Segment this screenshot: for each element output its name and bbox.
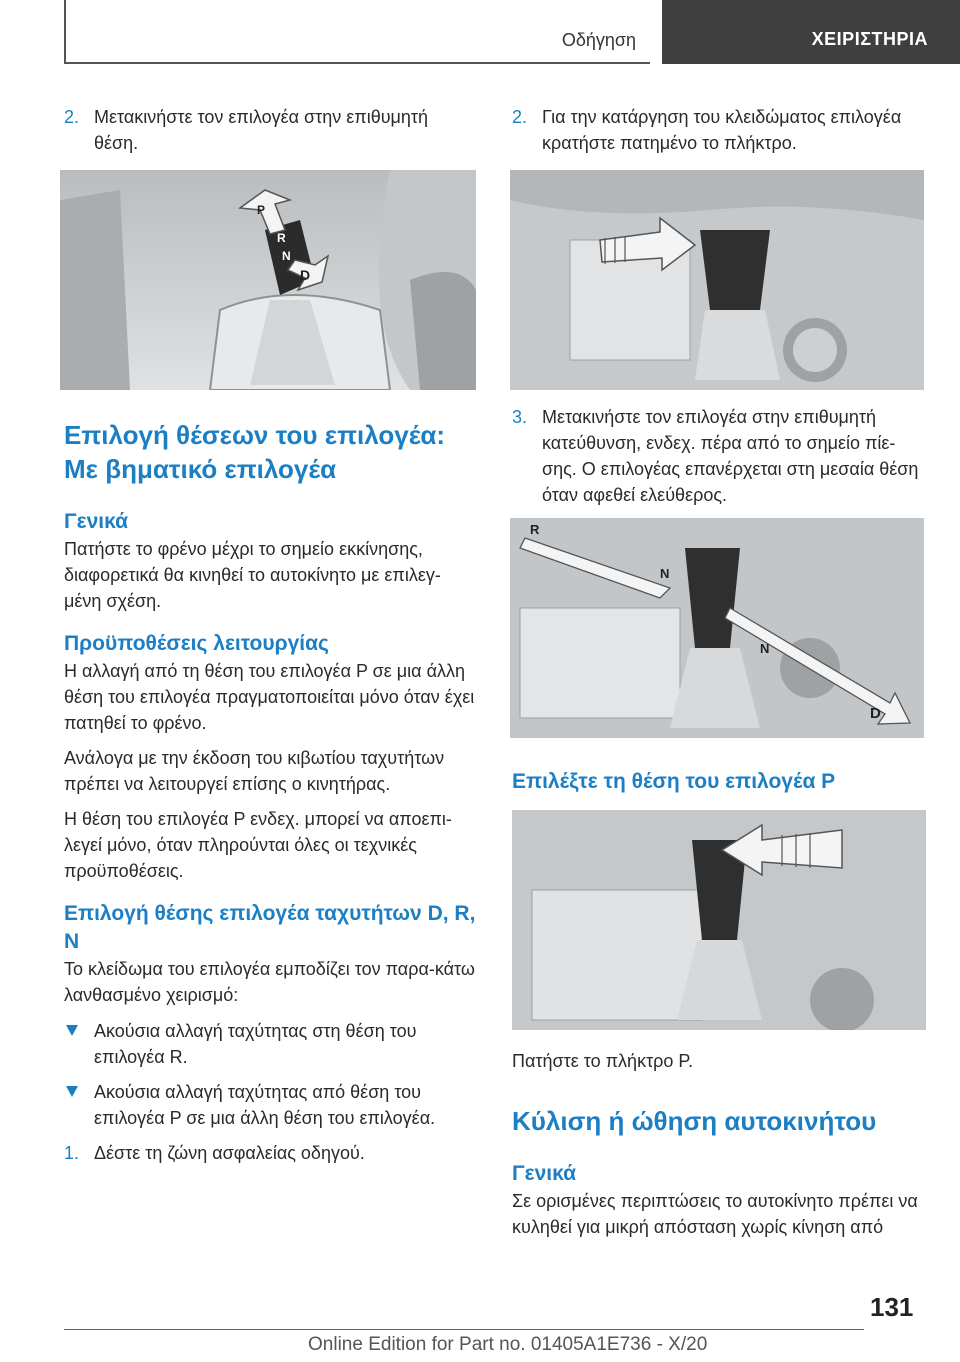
heading-general: Γενικά <box>512 1162 577 1185</box>
header-rule-vertical <box>64 0 66 64</box>
page-number: 131 <box>870 1292 914 1322</box>
label-n: N <box>282 249 291 263</box>
triangle-bullet-icon <box>66 1025 78 1036</box>
bullet-item: Ακούσια αλλαγή ταχύτητας από θέση του επιλογέα P σε μια άλλη θέση του επιλογέα. <box>64 1079 476 1131</box>
label-r: R <box>277 231 286 245</box>
paragraph-prereq-3: Η θέση του επιλογέα P ενδεχ. μπορεί να αποεπι-λεγεί μόνο, όταν πληρούνται όλες οι τεχνικές προϋποθέσεις. <box>64 809 452 881</box>
paragraph-general: Πατήστε το φρένο μέχρι το σημείο εκκίνησης, διαφορετικά θα κινηθεί το αυτοκίνητο με επιλεγ-μένη σχέση. <box>64 539 441 611</box>
paragraph-select: Το κλείδωμα του επιλογέα εμποδίζει τον παρα-κάτω λανθασμένο χειρισμό: <box>64 959 475 1005</box>
figure-shift-forward <box>60 170 476 390</box>
label-d: D <box>300 267 311 283</box>
step-number: 1. <box>64 1143 80 1163</box>
step-number: 2. <box>512 107 528 127</box>
figure-shift-directions <box>510 518 924 738</box>
paragraph-prereq-1: Η αλλαγή από τη θέση του επιλογέα P σε μια άλλη θέση του επιλογέα πραγματοποιείται μόνο όταν έχει πατηθεί το φρένο. <box>64 661 475 733</box>
right-step-2 <box>512 104 926 156</box>
heading-select-p: Επιλέξτε τη θέση του επιλογέα P <box>512 770 836 793</box>
label-p: P <box>257 203 266 217</box>
label-n: N <box>760 641 770 656</box>
section-title-selector: Επιλογή θέσεων του επιλογέα: Με βηματικό επιλογέα <box>64 420 446 484</box>
step-text: Για την κατάργηση του κλειδώματος επιλογέα κρατήστε πατημένο το πλήκτρο. <box>542 107 902 153</box>
heading-prerequisites: Προϋποθέσεις λειτουργίας <box>64 632 329 655</box>
left-step-2 <box>64 104 476 156</box>
paragraph-prereq-2: Ανάλογα με την έκδοση του κιβωτίου ταχυτήτων πρέπει να λειτουργεί επίσης ο κινητήρας. <box>64 748 445 794</box>
bullet-item: Ακούσια αλλαγή ταχύτητας στη θέση του επιλογέα R. <box>64 1018 476 1070</box>
header-chapter-label: ΧΕΙΡΙΣΤΗΡΙΑ <box>811 29 928 49</box>
header-chapter <box>662 0 960 64</box>
footer-rule <box>64 1329 864 1330</box>
step-number: 2. <box>64 107 80 127</box>
right-step-3 <box>512 404 926 508</box>
step-number: 3. <box>512 407 528 427</box>
heading-general: Γενικά <box>64 510 129 533</box>
paragraph-rolling: Σε ορισμένες περιπτώσεις το αυτοκίνητο πρέπει να κυληθεί για μικρή απόσταση χωρίς κίνηση από <box>512 1191 918 1237</box>
step-text: Μετακινήστε τον επιλογέα στην επιθυμητή κατεύθυνση, ενδεχ. πέρα από το σημείο πίε-σης. Ο επιλογέας επανέρχεται στη μεσαία θέση όταν αφεθεί ελεύθερος. <box>542 407 919 505</box>
figure-unlock-button <box>510 170 924 390</box>
label-r: R <box>530 522 540 537</box>
paragraph-press-p: Πατήστε το πλήκτρο P. <box>512 1051 694 1071</box>
step-text: Δέστε τη ζώνη ασφαλείας οδηγού. <box>94 1143 365 1163</box>
header-rule-bottom <box>64 62 650 64</box>
section-title-rolling: Κύλιση ή ώθηση αυτοκινήτου <box>512 1106 877 1136</box>
left-body <box>64 418 476 1166</box>
triangle-bullet-icon <box>66 1086 78 1097</box>
right-body-2 <box>512 1048 926 1240</box>
figure-p-button <box>512 810 926 1030</box>
right-body <box>512 768 926 796</box>
label-n: N <box>660 566 670 581</box>
label-d: D <box>870 705 881 722</box>
header-section: Οδήγηση <box>561 30 636 50</box>
left-step-1 <box>64 1140 476 1166</box>
step-text: Μετακινήστε τον επιλογέα στην επιθυμητή θέση. <box>94 107 429 153</box>
heading-select-position: Επιλογή θέσης επιλογέα ταχυτήτων D, R, N <box>64 902 476 953</box>
footer-edition: Online Edition for Part no. 01405A1E736 - X/20 <box>308 1334 708 1355</box>
